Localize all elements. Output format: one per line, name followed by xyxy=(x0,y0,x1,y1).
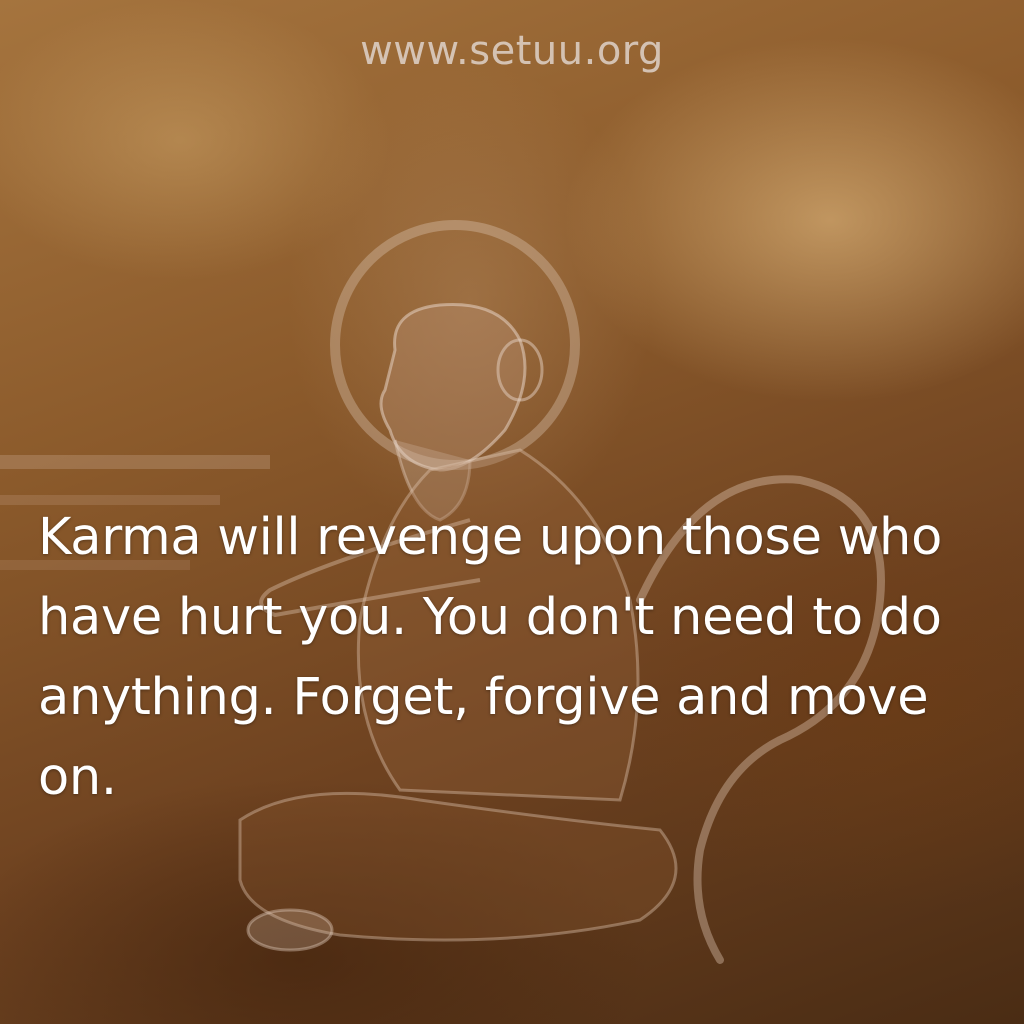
site-watermark: www.setuu.org xyxy=(360,28,664,74)
quote-text: Karma will revenge upon those who have hurt you. You don't need to do anything. Forget, forgive and move on. xyxy=(38,508,942,807)
